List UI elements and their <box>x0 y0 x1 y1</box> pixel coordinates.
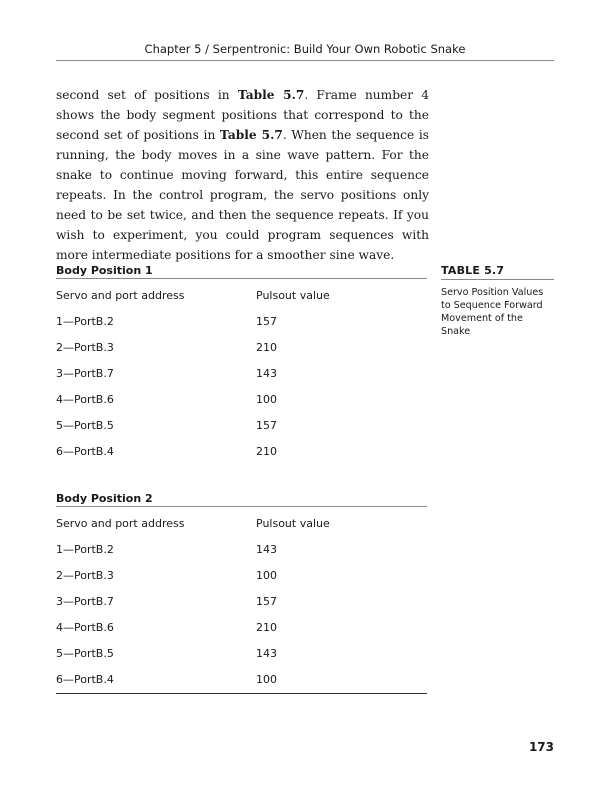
table-row <box>56 641 427 667</box>
table-caption-text: Servo Position Values to Sequence Forward Movement of the Snake <box>441 287 544 337</box>
paragraph-text: . When the sequence is running, the body moves in a sine wave pattern. For the snake to continue moving forward, this entire sequence repeats. In the control program, the servo positions only need to be set twice, and then the sequence repeats. If you wish to experiment, you could program sequences with more intermediate positions for a smoother sine wave. <box>56 128 430 262</box>
table-section-body-position-1 <box>56 264 427 465</box>
table-row <box>56 563 427 589</box>
pulsout-cell: 157 <box>256 419 277 432</box>
table-header-row <box>56 283 427 309</box>
body-paragraph <box>56 85 429 265</box>
table-row <box>56 615 427 641</box>
table-header-row <box>56 511 427 537</box>
pulsout-cell: 157 <box>256 315 277 328</box>
paragraph-text: . Frame number 4 shows the body segment positions that correspond to the second set of positions in <box>56 88 430 142</box>
servo-cell: 4—PortB.6 <box>56 621 114 634</box>
pulsout-cell: 210 <box>256 445 277 458</box>
table-caption <box>441 264 554 338</box>
pulsout-cell: 143 <box>256 367 277 380</box>
servo-cell: 1—PortB.2 <box>56 543 114 556</box>
table-title-rule <box>56 278 427 279</box>
servo-cell: 2—PortB.3 <box>56 341 114 354</box>
table-section-title: Body Position 1 <box>56 264 153 277</box>
table-title-rule <box>56 506 427 507</box>
page-number: 173 <box>528 740 554 754</box>
table-row <box>56 335 427 361</box>
pulsout-cell: 100 <box>256 673 277 686</box>
servo-cell: 3—PortB.7 <box>56 367 114 380</box>
running-head: Chapter 5 / Serpentronic: Build Your Own Robotic Snake <box>144 42 466 56</box>
running-head-rule <box>56 60 554 61</box>
table-row <box>56 309 427 335</box>
servo-cell: 2—PortB.3 <box>56 569 114 582</box>
servo-cell: 3—PortB.7 <box>56 595 114 608</box>
table-bottom-rule <box>56 693 427 694</box>
table-row <box>56 387 427 413</box>
pulsout-cell: 210 <box>256 341 277 354</box>
column-header-servo: Servo and port address <box>56 517 185 530</box>
pulsout-cell: 210 <box>256 621 277 634</box>
servo-cell: 1—PortB.2 <box>56 315 114 328</box>
servo-cell: 5—PortB.5 <box>56 419 114 432</box>
pulsout-cell: 100 <box>256 569 277 582</box>
table-row <box>56 667 427 693</box>
column-header-pulsout: Pulsout value <box>256 289 330 302</box>
table-reference: Table 5.7 <box>219 128 283 142</box>
servo-cell: 6—PortB.4 <box>56 445 114 458</box>
column-header-pulsout: Pulsout value <box>256 517 330 530</box>
pulsout-cell: 100 <box>256 393 277 406</box>
table-row <box>56 439 427 465</box>
pulsout-cell: 143 <box>256 543 277 556</box>
table-section-body-position-2 <box>56 492 427 694</box>
table-label: TABLE 5.7 <box>441 264 505 277</box>
pulsout-cell: 143 <box>256 647 277 660</box>
column-header-servo: Servo and port address <box>56 289 185 302</box>
table-row <box>56 589 427 615</box>
table-row <box>56 413 427 439</box>
servo-cell: 4—PortB.6 <box>56 393 114 406</box>
table-reference: Table 5.7 <box>237 88 305 102</box>
paragraph-text: second set of positions in <box>56 88 238 102</box>
servo-cell: 6—PortB.4 <box>56 673 114 686</box>
table-row <box>56 537 427 563</box>
table-section-title: Body Position 2 <box>56 492 153 505</box>
caption-rule <box>441 279 554 280</box>
servo-cell: 5—PortB.5 <box>56 647 114 660</box>
pulsout-cell: 157 <box>256 595 277 608</box>
table-row <box>56 361 427 387</box>
